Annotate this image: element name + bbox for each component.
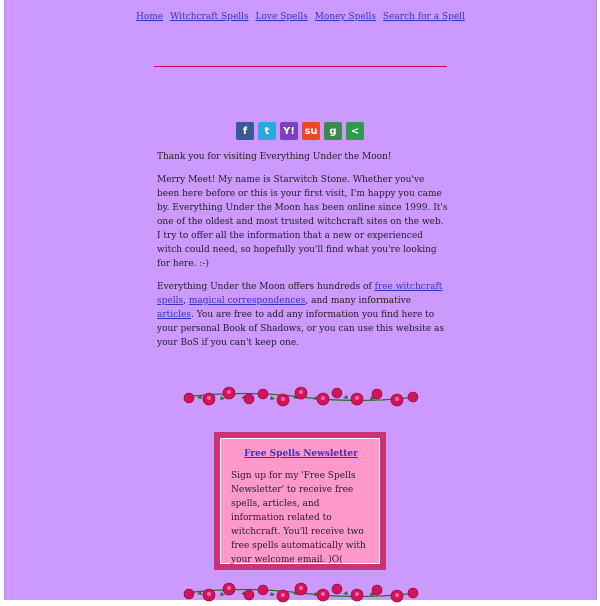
newsletter-box bbox=[214, 432, 386, 570]
rose-divider-bottom bbox=[183, 580, 419, 606]
main-content bbox=[157, 150, 449, 359]
offers-mid: , and many informative bbox=[305, 296, 412, 306]
nav-link-money-spells[interactable]: Money Spells bbox=[314, 12, 377, 22]
nav-link-love-spells[interactable]: Love Spells bbox=[255, 12, 308, 22]
share-more-icon[interactable]: < bbox=[346, 122, 364, 140]
stumbleupon-icon[interactable]: su bbox=[302, 122, 320, 140]
nav-link-witchcraft-spells[interactable]: Witchcraft Spells bbox=[170, 12, 249, 22]
intro-paragraph: Merry Meet! My name is Starwitch Stone. Whether you've been here before or this is your first visit, I'm happy you came by. Everything Under the Moon has been online since 1999. It's one of the oldest and most trusted witchcraft sites on the web. I try to offer all the information that a new or experienced witch could need, so hopefully you'll find what you're looking for here. :-) bbox=[157, 175, 448, 269]
twitter-icon[interactable]: t bbox=[258, 122, 276, 140]
greeting-text: Thank you for visiting Everything Under the Moon! bbox=[157, 152, 392, 162]
yahoo-icon[interactable]: Y! bbox=[280, 122, 298, 140]
google-icon[interactable]: g bbox=[324, 122, 342, 140]
divider-line bbox=[154, 66, 447, 67]
nav-link-home[interactable]: Home bbox=[136, 12, 164, 22]
newsletter-title bbox=[231, 449, 371, 459]
newsletter-link[interactable]: Free Spells Newsletter bbox=[244, 449, 358, 459]
link-free-witchcraft-spells[interactable]: free witchcraft spells bbox=[157, 282, 443, 306]
facebook-icon[interactable]: f bbox=[236, 122, 254, 140]
link-magical-correspondences[interactable]: magical correspondences bbox=[188, 296, 306, 306]
page-background bbox=[4, 0, 597, 600]
newsletter-inner bbox=[220, 438, 380, 564]
share-buttons bbox=[236, 122, 364, 140]
offers-prefix: Everything Under the Moon offers hundreds of bbox=[157, 282, 375, 292]
rose-divider-top bbox=[183, 384, 419, 410]
nav-link-search-spell[interactable]: Search for a Spell bbox=[382, 12, 465, 22]
offers-suffix: . You are free to add any information you find here to your personal Book of Shadows, or you can use this website as your BoS if you can't keep one. bbox=[157, 310, 444, 348]
offers-paragraph bbox=[157, 280, 449, 350]
newsletter-body: Sign up for my 'Free Spells Newsletter' to receive free spells, articles, and information related to witchcraft. You'll receive two free spells automatically with your welcome email. )O( bbox=[231, 471, 366, 565]
link-articles[interactable]: articles bbox=[157, 310, 192, 320]
top-navigation bbox=[5, 12, 596, 22]
offers-sep: , bbox=[183, 296, 189, 306]
